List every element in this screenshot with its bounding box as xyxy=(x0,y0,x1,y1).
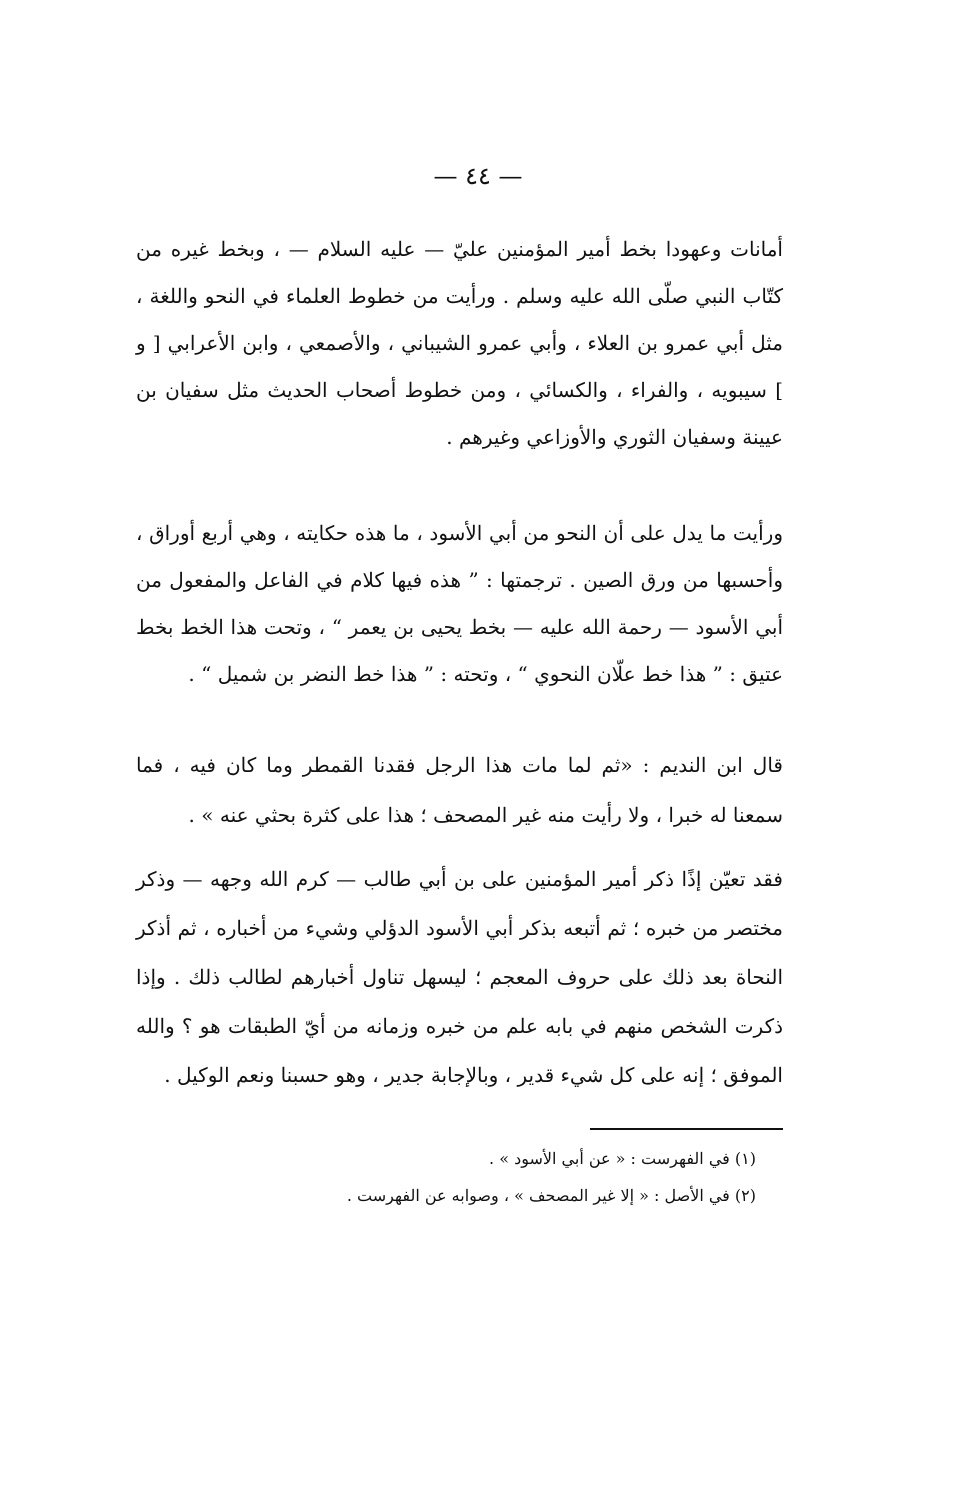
paragraph-text: أمانات وعهودا بخط أمير المؤمنين عليّ — عليه السلام — ، وبخط غيره من كتّاب النبي صلّى الله عليه وسلم . ورأيت من خطوط العلماء في النحو واللغة ، مثل أبي عمرو بن العلاء ، وأبي عمرو الشيباني ، والأصمعي ، وابن الأعرابي [ و ] سيبويه ، والفراء ، والكسائي ، ومن خطوط أصحاب الحديث مثل سفيان بن عيينة وسفيان الثوري والأوزاعي وغيرهم . xyxy=(136,237,783,449)
page-number: — ٤٤ — xyxy=(433,162,523,190)
footnote-1: (١) في الفهرست : « عن أبي الأسود » . xyxy=(489,1149,756,1168)
footnote-divider xyxy=(590,1128,783,1130)
footnote-2: (٢) في الأصل : « إلا غير المصحف » ، وصوابه عن الفهرست . xyxy=(346,1186,756,1205)
paragraph-3 xyxy=(136,740,783,840)
paragraph-2 xyxy=(136,510,783,698)
paragraph-1 xyxy=(136,226,783,461)
footnotes xyxy=(136,1140,756,1214)
paragraph-4 xyxy=(136,855,783,1100)
paragraph-text: فقد تعيّن إذًا ذكر أمير المؤمنين على بن أبي طالب — كرم الله وجهه — وذكر مختصر من خبره ؛ ثم أتبعه بذكر أبي الأسود الدؤلي وشيء من أخباره ، ثم أذكر النحاة بعد ذلك على حروف المعجم ؛ ليسهل تناول أخبارهم لطالب ذلك . وإذا ذكرت الشخص منهم في بابه علم من خبره وزمانه من أيّ الطبقات هو ؟ والله الموفق ؛ إنه على كل شيء قدير ، وبالإجابة جدير ، وهو حسبنا ونعم الوكيل . xyxy=(136,867,783,1087)
paragraph-text: قال ابن النديم : «ثم لما مات هذا الرجل فقدنا القمطر وما كان فيه ، فما سمعنا له خبرا ، ولا رأيت منه غير المصحف ؛ هذا على كثرة بحثي عنه » . xyxy=(136,753,783,827)
paragraph-text: ورأيت ما يدل على أن النحو من أبي الأسود ، ما هذه حكايته ، وهي أربع أوراق ، وأحسبها من ورق الصين . ترجمتها : ” هذه فيها كلام في الفاعل والمفعول من أبي الأسود — رحمة الله عليه — بخط يحيى بن يعمر “ ، وتحت هذا الخط بخط عتيق : ” هذا خط علّان النحوي “ ، وتحته : ” هذا خط النضر بن شميل “ . xyxy=(136,521,783,686)
